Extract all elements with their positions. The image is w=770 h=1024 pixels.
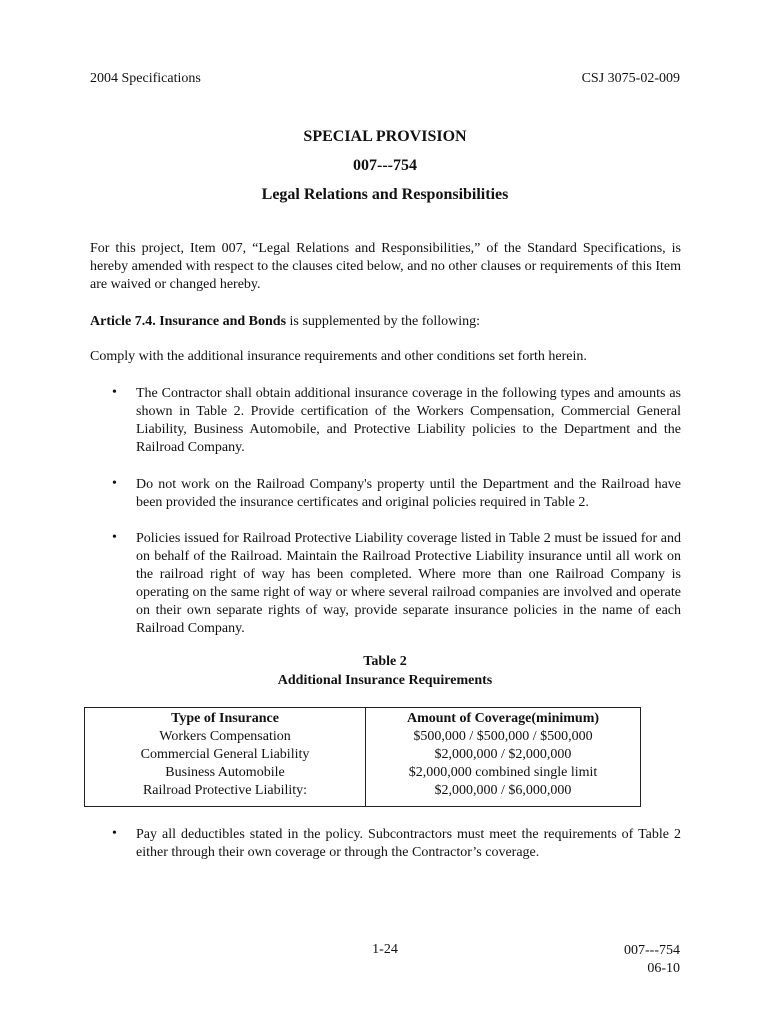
table-row [85, 764, 641, 782]
bullet-icon: • [112, 530, 117, 545]
footer-doc-info [624, 942, 680, 978]
article-text: is supplemented by the following: [286, 314, 481, 329]
bullet-text: Policies issued for Railroad Protective Liability coverage listed in Table 2 must be issued for and on behalf of the Railroad. Maintain the Railroad Protective Liability insurance until all work on the railroad right of way has been completed. Where more than one Railroad Company is operating on the same right of way or where several railroad companies are involved and operate on their own separate rights of way, provide separate insurance policies in the name of each Railroad Company. [136, 531, 681, 636]
table-header-type: Type of Insurance [85, 708, 366, 729]
article-heading: Article 7.4. Insurance and Bonds [90, 314, 287, 329]
footer-doc-number: 007---754 [624, 943, 680, 958]
table-row [85, 782, 641, 807]
table-row [85, 746, 641, 764]
insurance-table [84, 707, 641, 807]
comply-paragraph: Comply with the additional insurance requirements and other conditions set forth herein. [90, 349, 587, 364]
bullet-text: Do not work on the Railroad Company's property until the Department and the Railroad have been provided the insurance certificates and original policies required in Table 2. [136, 477, 681, 510]
provision-subject: Legal Relations and Responsibilities [261, 186, 509, 203]
table-header-row [85, 708, 641, 729]
bullet-text: Pay all deductibles stated in the policy. Subcontractors must meet the requirements of Table 2 either through their own coverage or through the Contractor’s coverage. [136, 827, 681, 860]
header-csj-number: CSJ 3075-02-009 [581, 71, 680, 86]
footer-page-number: 1-24 [372, 942, 398, 957]
table-row [85, 728, 641, 746]
footer-date: 06-10 [647, 961, 680, 976]
table-cell-type: Business Automobile [85, 764, 366, 782]
table-cell-type: Commercial General Liability [85, 746, 366, 764]
table-caption-number: Table 2 [363, 654, 407, 669]
bullet-text: The Contractor shall obtain additional insurance coverage in the following types and amounts as shown in Table 2. Provide certification of the Workers Compensation, Commercial General Liability, Business Automobile, and Protective Liability policies to the Department and the Railroad Company. [136, 386, 681, 455]
document-title: SPECIAL PROVISION [303, 128, 467, 145]
table-caption-title: Additional Insurance Requirements [277, 673, 493, 688]
intro-paragraph: For this project, Item 007, “Legal Relations and Responsibilities,” of the Standard Specifications, is hereby amended with respect to the clauses cited below, and no other clauses or requirements of this Item are waived or changed hereby. [90, 241, 681, 292]
table-cell-type: Railroad Protective Liability: [85, 782, 366, 807]
provision-number: 007---754 [353, 157, 417, 174]
table-cell-amount: $500,000 / $500,000 / $500,000 [413, 729, 593, 744]
table-cell-amount: $2,000,000 / $2,000,000 [434, 747, 572, 762]
bullet-icon: • [112, 826, 117, 841]
table-cell-amount: $2,000,000 / $6,000,000 [434, 783, 572, 798]
article-paragraph [90, 313, 681, 331]
table-cell-amount: $2,000,000 combined single limit [408, 765, 598, 780]
table-header-amount: Amount of Coverage(minimum) [406, 711, 600, 726]
header-spec-year: 2004 Specifications [90, 71, 201, 86]
table-cell-type: Workers Compensation [85, 728, 366, 746]
bullet-icon: • [112, 476, 117, 491]
bullet-icon: • [112, 385, 117, 400]
